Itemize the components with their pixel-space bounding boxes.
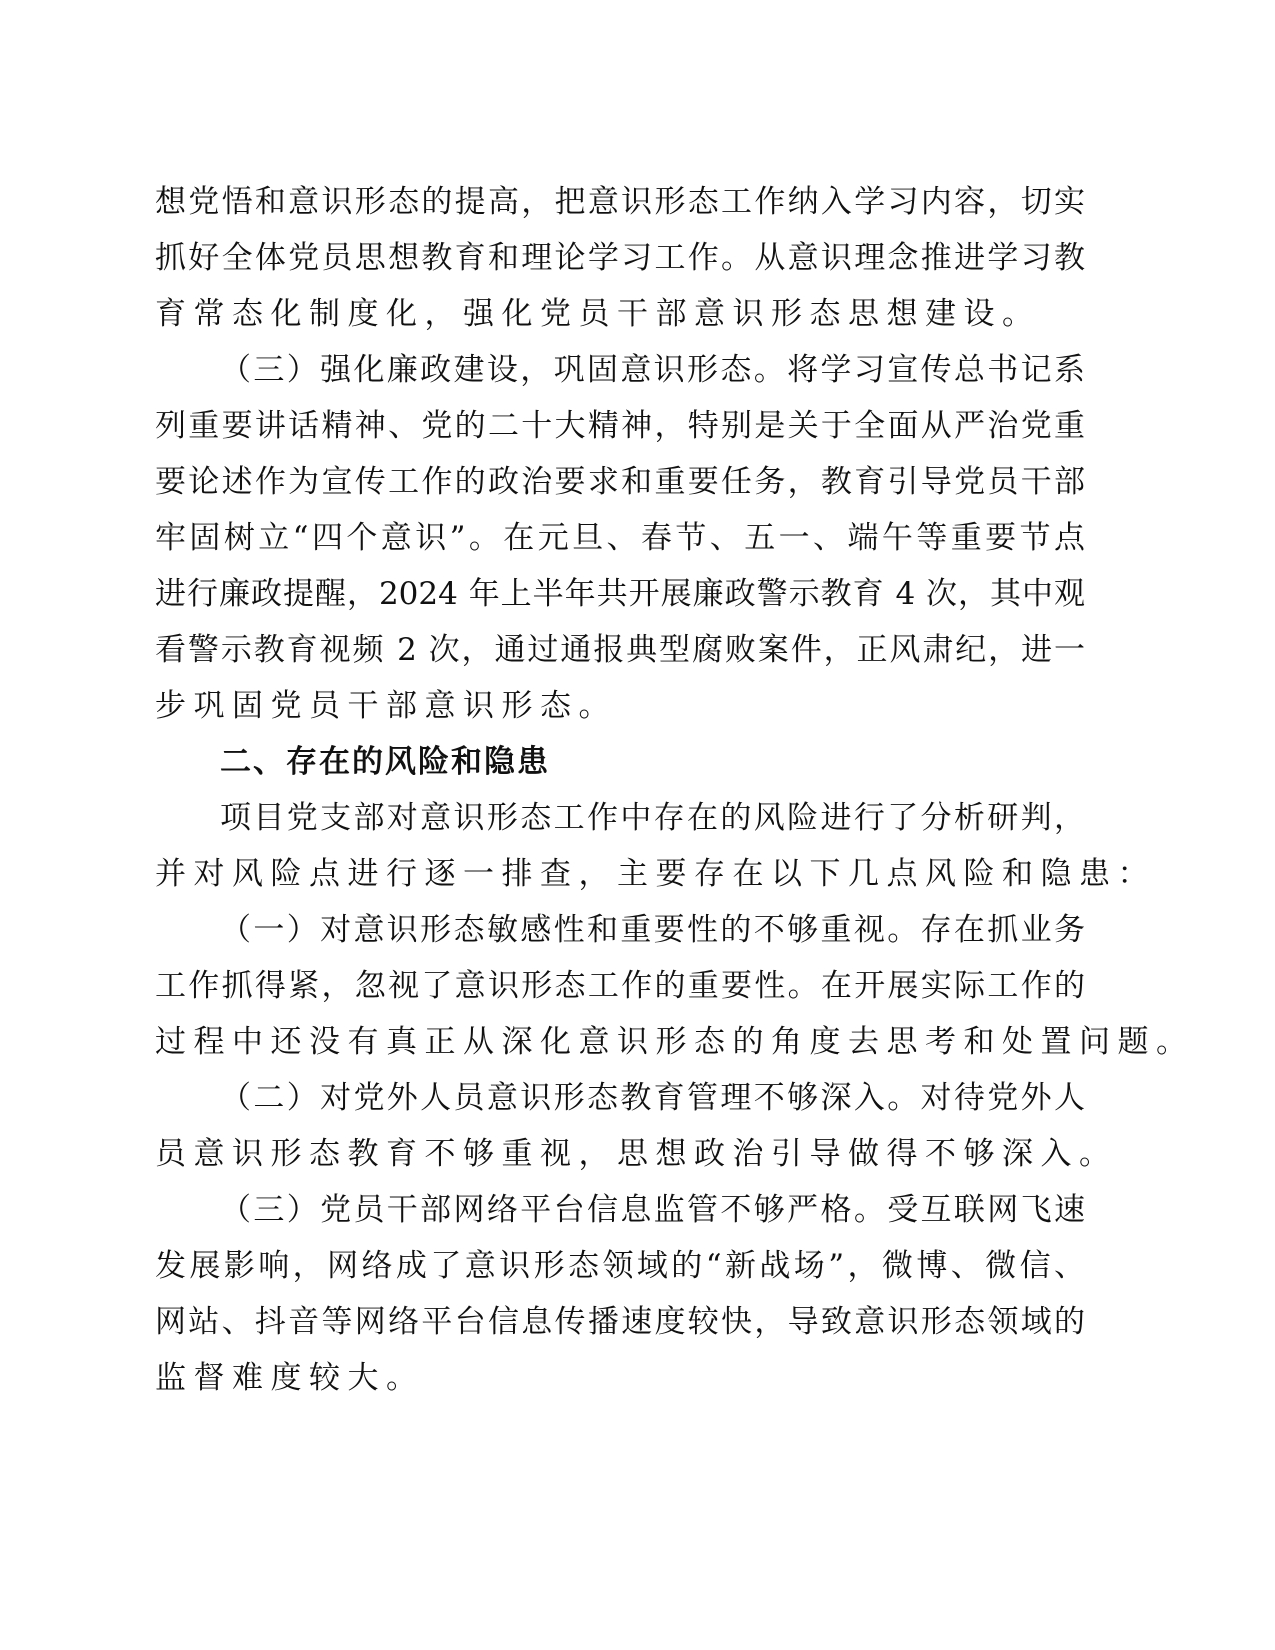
paragraph-line: 员意识形态教育不够重视，思想政治引导做得不够深入。 xyxy=(155,1136,1118,1172)
section-paragraph-start: （三）党员干部网络平台信息监管不够严格。受互联网飞速 xyxy=(220,1192,1085,1228)
section-paragraph-start: （二）对党外人员意识形态教育管理不够深入。对待党外人 xyxy=(220,1080,1085,1116)
paragraph-line: 想党悟和意识形态的提高，把意识形态工作纳入学习内容，切实 xyxy=(155,184,1085,220)
paragraph-line: 网站、抖音等网络平台信息传播速度较快，导致意识形态领域的 xyxy=(155,1304,1085,1340)
paragraph-line: 牢固树立“四个意识”。在元旦、春节、五一、端午等重要节点 xyxy=(155,520,1085,556)
paragraph-line: 抓好全体党员思想教育和理论学习工作。从意识理念推进学习教 xyxy=(155,240,1085,276)
section-paragraph-start: （一）对意识形态敏感性和重要性的不够重视。存在抓业务 xyxy=(220,912,1085,948)
section-paragraph-start: 项目党支部对意识形态工作中存在的风险进行了分析研判， xyxy=(220,800,1085,836)
paragraph-line: 步巩固党员干部意识形态。 xyxy=(155,688,617,724)
paragraph-line: 监督难度较大。 xyxy=(155,1360,425,1396)
paragraph-line: 并对风险点进行逐一排查，主要存在以下几点风险和隐患： xyxy=(155,856,1156,892)
paragraph-line: 工作抓得紧，忽视了意识形态工作的重要性。在开展实际工作的 xyxy=(155,968,1085,1004)
section-paragraph-start: （三）强化廉政建设，巩固意识形态。将学习宣传总书记系 xyxy=(220,352,1085,388)
paragraph-line: 列重要讲话精神、党的二十大精神，特别是关于全面从严治党重 xyxy=(155,408,1085,444)
paragraph-line: 发展影响，网络成了意识形态领域的“新战场”，微博、微信、 xyxy=(155,1248,1085,1284)
paragraph-line: 要论述作为宣传工作的政治要求和重要任务，教育引导党员干部 xyxy=(155,464,1085,500)
paragraph-line: 过程中还没有真正从深化意识形态的角度去思考和处置问题。 xyxy=(155,1024,1195,1060)
paragraph-line: 进行廉政提醒，2024 年上半年共开展廉政警示教育 4 次，其中观 xyxy=(155,576,1085,612)
paragraph-line: 看警示教育视频 2 次，通过通报典型腐败案件，正风肃纪，进一 xyxy=(155,632,1085,668)
section-heading: 二、存在的风险和隐患 xyxy=(220,744,550,780)
paragraph-line: 育常态化制度化，强化党员干部意识形态思想建设。 xyxy=(155,296,1041,332)
